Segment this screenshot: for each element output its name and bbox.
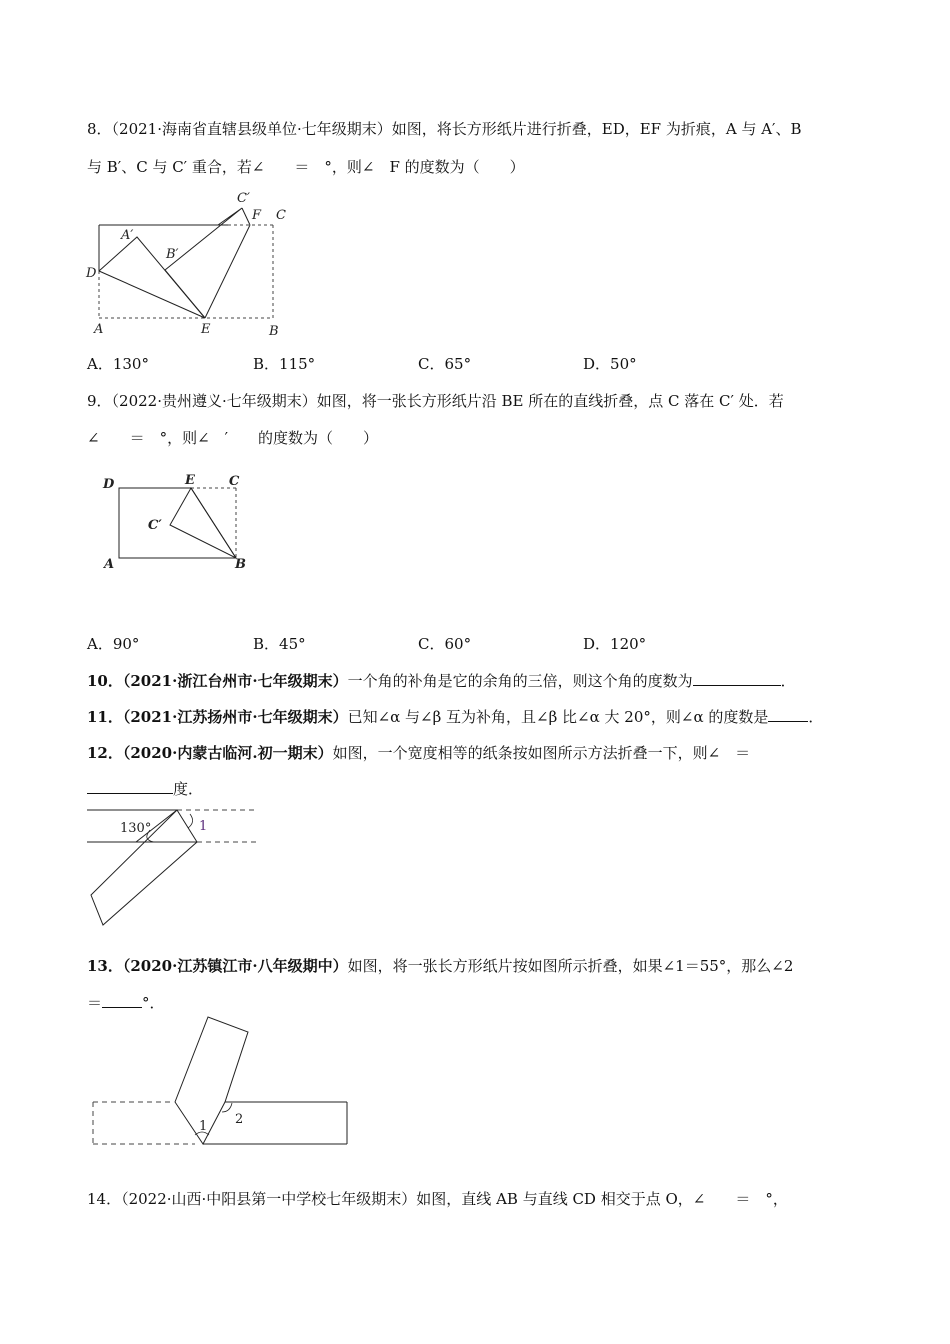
q8-label-d: D [86, 266, 97, 281]
q9-line1: 9．（2022·贵州遵义·七年级期末）如图，将一张长方形纸片沿 BE 所在的直线折叠，点 C 落在 C′ 处．若 [87, 392, 784, 410]
q9-folded-triangle [170, 488, 236, 558]
q13-figure [85, 1015, 360, 1155]
q8-line2: 与 B′、C 与 C′ 重合，若∠ ＝ °，则∠ F 的度数为（ ） [87, 158, 525, 176]
q8-fold-a [99, 237, 205, 318]
q8-figure [80, 185, 310, 345]
q9-label-d: D [103, 477, 115, 492]
q12-figure [82, 800, 272, 935]
q10-source: （2021·浙江台州市·七年级期末） [122, 672, 348, 690]
q14-line1: 14．（2022·山西·中阳县第一中学校七年级期末）如图，直线 AB 与直线 CD 相交于点 O，∠ ＝ °， [87, 1190, 788, 1208]
q9-option-c[interactable]: C．60° [418, 635, 472, 653]
q12-answer-blank[interactable] [87, 779, 173, 794]
q12-label-130: 130° [120, 821, 152, 836]
q12-line2: 度． [87, 778, 203, 799]
q8-crease-ed [99, 271, 205, 318]
q8-line1: 8．（2021·海南省直辖县级单位·七年级期末）如图，将长方形纸片进行折叠，ED，EF 为折痕，A 与 A′、B [87, 120, 802, 138]
q8-option-a[interactable]: A．130° [87, 355, 149, 373]
q9-figure [95, 465, 265, 580]
q10-line: 10．（2021·浙江台州市·七年级期末）一个角的补角是它的余角的三倍，则这个角的度数为 ． [87, 672, 796, 690]
q13-line [87, 955, 793, 976]
q9-label-e: E [185, 473, 195, 488]
q13-source: （2020·江苏镇江市·八年级期中） [122, 957, 348, 975]
q9-option-a[interactable]: A．90° [87, 635, 140, 653]
q8-option-d[interactable]: D．50° [583, 355, 637, 373]
q11-line: 11．（2021·江苏扬州市·七年级期末）已知∠α 与∠β 互为补角，且∠β 比∠α 大 20°，则∠α 的度数是 ． [87, 708, 824, 726]
q9-option-b[interactable]: B．45° [253, 635, 306, 653]
q8-crease-ef [205, 225, 250, 318]
q8-label-e: E [201, 322, 211, 337]
q9-label-b: B [235, 557, 246, 572]
q11-number: 11． [87, 708, 123, 726]
q9-label-c: C [229, 474, 240, 489]
q10-text: 一个角的补角是它的余角的三倍，则这个角的度数为 [347, 672, 693, 690]
q8-label-c1: C′ [237, 191, 250, 206]
q9-label-a: A [104, 557, 115, 572]
q11-source: （2021·江苏扬州市·七年级期末） [122, 708, 348, 726]
q13-number: 13． [87, 957, 123, 975]
q8-label-c: C [276, 208, 286, 223]
q13-answer-blank[interactable] [102, 993, 142, 1008]
q13-line2: ＝ °． [87, 994, 165, 1012]
q12-text: 如图，一个宽度相等的纸条按如图所示方法折叠一下，则∠ ＝ [332, 744, 751, 762]
q9-option-d[interactable]: D．120° [583, 635, 647, 653]
q9-line2: ∠ ＝ °，则∠ ′ 的度数为（ ） [87, 429, 379, 447]
q13-label-1: 1 [199, 1119, 208, 1134]
q8-label-a: A [94, 322, 104, 337]
q12-label-1: 1 [199, 819, 208, 834]
q8-option-b[interactable]: B．115° [253, 355, 316, 373]
q12-number: 12． [87, 744, 123, 762]
q8-label-b: B [269, 324, 279, 339]
q9-crease-be [191, 488, 236, 558]
q8-option-c[interactable]: C．65° [418, 355, 472, 373]
q8-label-a1: A′ [121, 228, 134, 243]
q12-line [87, 742, 750, 763]
q12-source: （2020·内蒙古临河.初一期末） [122, 744, 333, 762]
q9-label-c1: C′ [148, 518, 162, 533]
q11-text: 已知∠α 与∠β 互为补角，且∠β 比∠α 大 20°，则∠α 的度数是 [347, 708, 769, 726]
q10-answer-blank[interactable] [693, 671, 781, 686]
q9-rectangle [119, 488, 236, 558]
q11-answer-blank[interactable] [768, 707, 808, 722]
q13-label-2: 2 [235, 1112, 244, 1127]
q10-number: 10． [87, 672, 123, 690]
q13-text: 如图，将一张长方形纸片按如图所示折叠，如果∠1＝55°，那么∠2 [347, 957, 794, 975]
q8-label-b1: B′ [166, 247, 179, 262]
q8-label-f: F [252, 208, 262, 223]
